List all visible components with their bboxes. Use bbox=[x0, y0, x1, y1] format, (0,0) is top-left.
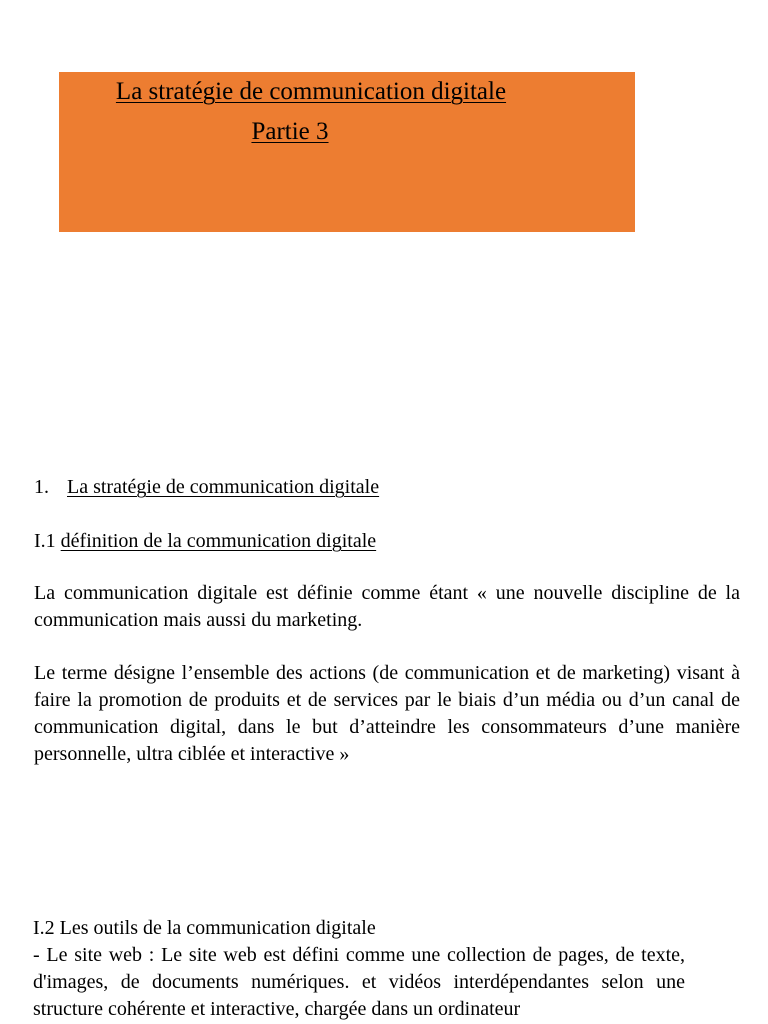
paragraph-definition: La communication digitale est définie comme étant « une nouvelle discipline de la communication mais aussi du marketing. bbox=[34, 582, 740, 631]
section-number: 1. bbox=[34, 476, 49, 498]
title-banner bbox=[59, 72, 635, 232]
subsection-title: définition de la communication digitale bbox=[60, 530, 377, 552]
document-part: Partie 3 bbox=[251, 118, 329, 145]
section-title: La stratégie de communication digitale bbox=[67, 476, 380, 498]
paragraph-website: - Le site web : Le site web est défini comme une collection de pages, de texte, d'images, de documents numériques. et vidéos interdépendantes selon une structure cohérente et interactive, chargée dans un ordinateur bbox=[33, 944, 685, 1020]
document-title: La stratégie de communication digitale bbox=[115, 78, 507, 105]
subsection-heading-1-1 bbox=[34, 528, 376, 554]
section-heading-1 bbox=[34, 474, 379, 500]
subsection-heading-1-2: I.2 Les outils de la communication digitale bbox=[33, 917, 376, 939]
subsection-1-2 bbox=[33, 915, 685, 1023]
subsection-number: I.1 bbox=[34, 530, 56, 552]
paragraph-description: Le terme désigne l’ensemble des actions (de communication et de marketing) visant à faire la promotion de produits et de services par le biais d’un média ou d’un canal de communication digital, dans le but d’atteindre les consommateurs d’une manière personnelle, ultra ciblée et interactive » bbox=[34, 662, 740, 765]
